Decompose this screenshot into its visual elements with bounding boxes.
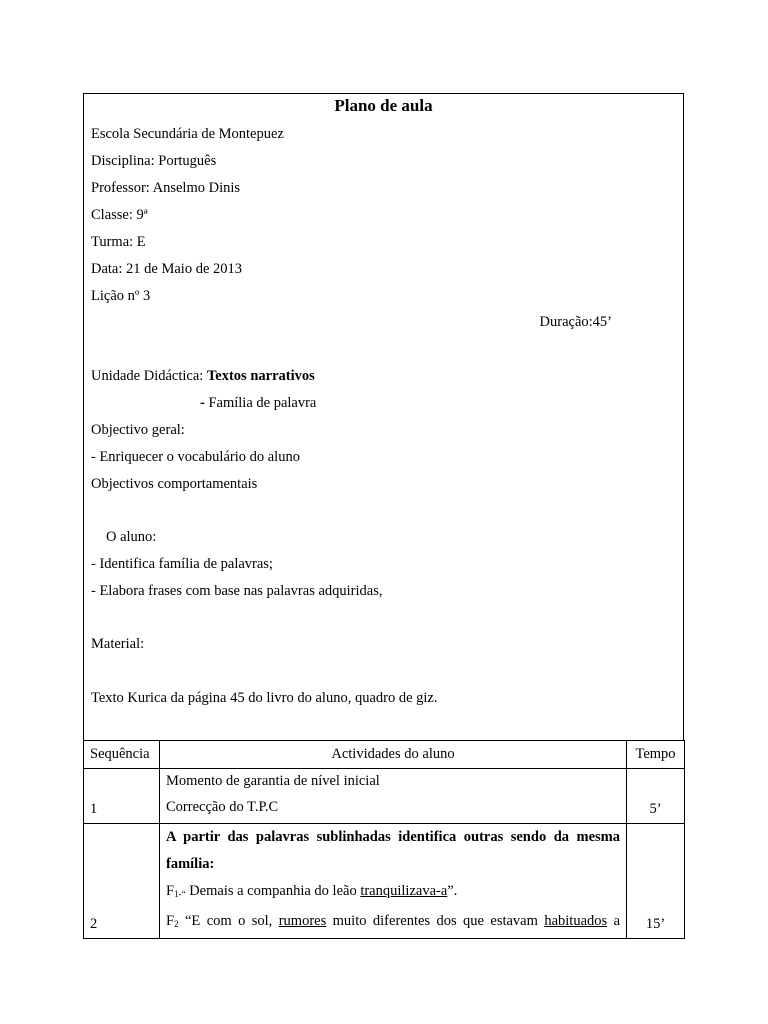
sentence-subscript: 1-“ [174, 889, 186, 899]
behavioral-objectives-label: Objectivos comportamentais [91, 476, 258, 492]
activity-line: Momento de garantia de nível inicial [166, 773, 380, 789]
header-sequence: Sequência [84, 741, 160, 769]
example-sentence-1 [166, 878, 620, 908]
example-sentence-2 [166, 908, 620, 938]
underlined-word: habituados [544, 913, 608, 929]
row-activity [160, 824, 627, 939]
sentence-text: “E com o sol, [178, 913, 279, 929]
row-sequence: 2 [84, 824, 160, 939]
header-activities: Actividades do aluno [160, 741, 627, 769]
sentence-label: F [166, 883, 175, 899]
subject-line: Disciplina: Português [91, 153, 217, 169]
class-line: Classe: 9ª [91, 207, 148, 223]
sentence-text: a [607, 913, 621, 929]
lesson-plan-header-box [83, 93, 684, 741]
row-time: 15’ [627, 824, 685, 939]
unit-line [91, 367, 315, 385]
school-line: Escola Secundária de Montepuez [91, 126, 284, 142]
lesson-number-line: Lição nº 3 [91, 288, 151, 304]
student-label: O aluno: [106, 529, 157, 545]
table-header-row [84, 741, 685, 769]
unit-subtopic: Família de palavra [208, 395, 317, 411]
row-activity [160, 769, 627, 824]
row-time: 5’ [627, 769, 685, 824]
group-line: Turma: E [91, 234, 146, 250]
objective-item-1: - Identifica família de palavras; [91, 556, 273, 572]
material-label: Material: [91, 636, 145, 652]
objective-item-2: - Elabora frases com base nas palavras adquiridas, [91, 583, 383, 599]
unit-label: Unidade Didáctica: [91, 368, 207, 384]
unit-value: Textos narrativos [206, 368, 315, 384]
material-text: Texto Kurica da página 45 do livro do aluno, quadro de giz. [91, 690, 438, 706]
activities-table [83, 740, 685, 939]
teacher-line: Professor: Anselmo Dinis [91, 180, 241, 196]
table-row [84, 769, 685, 824]
table-row [84, 824, 685, 939]
general-objective-label: Objectivo geral: [91, 422, 185, 438]
underlined-word: rumores [278, 913, 327, 929]
sentence-subscript: 2 [174, 919, 179, 929]
sentence-text: muito diferentes dos que estavam [326, 913, 545, 929]
page-title: Plano de aula [334, 96, 433, 115]
activity-line: Correcção do T.P.C [166, 799, 279, 815]
general-objective: - Enriquecer o vocabulário do aluno [91, 449, 300, 465]
date-line: Data: 21 de Maio de 2013 [91, 261, 243, 277]
unit-subtopic-line [200, 394, 316, 412]
activity-instruction: A partir das palavras sublinhadas identifica outras sendo da mesma família: [166, 829, 620, 872]
sentence-label: F [166, 913, 175, 929]
header-time: Tempo [627, 741, 685, 769]
unit-subtopic-dash: - [200, 395, 209, 411]
row-sequence: 1 [84, 769, 160, 824]
sentence-text: Demais a companhia do leão [185, 883, 361, 899]
sentence-text: ”. [447, 883, 458, 899]
underlined-word: tranquilizava-a [360, 883, 448, 899]
duration-line: Duração:45’ [539, 314, 612, 330]
